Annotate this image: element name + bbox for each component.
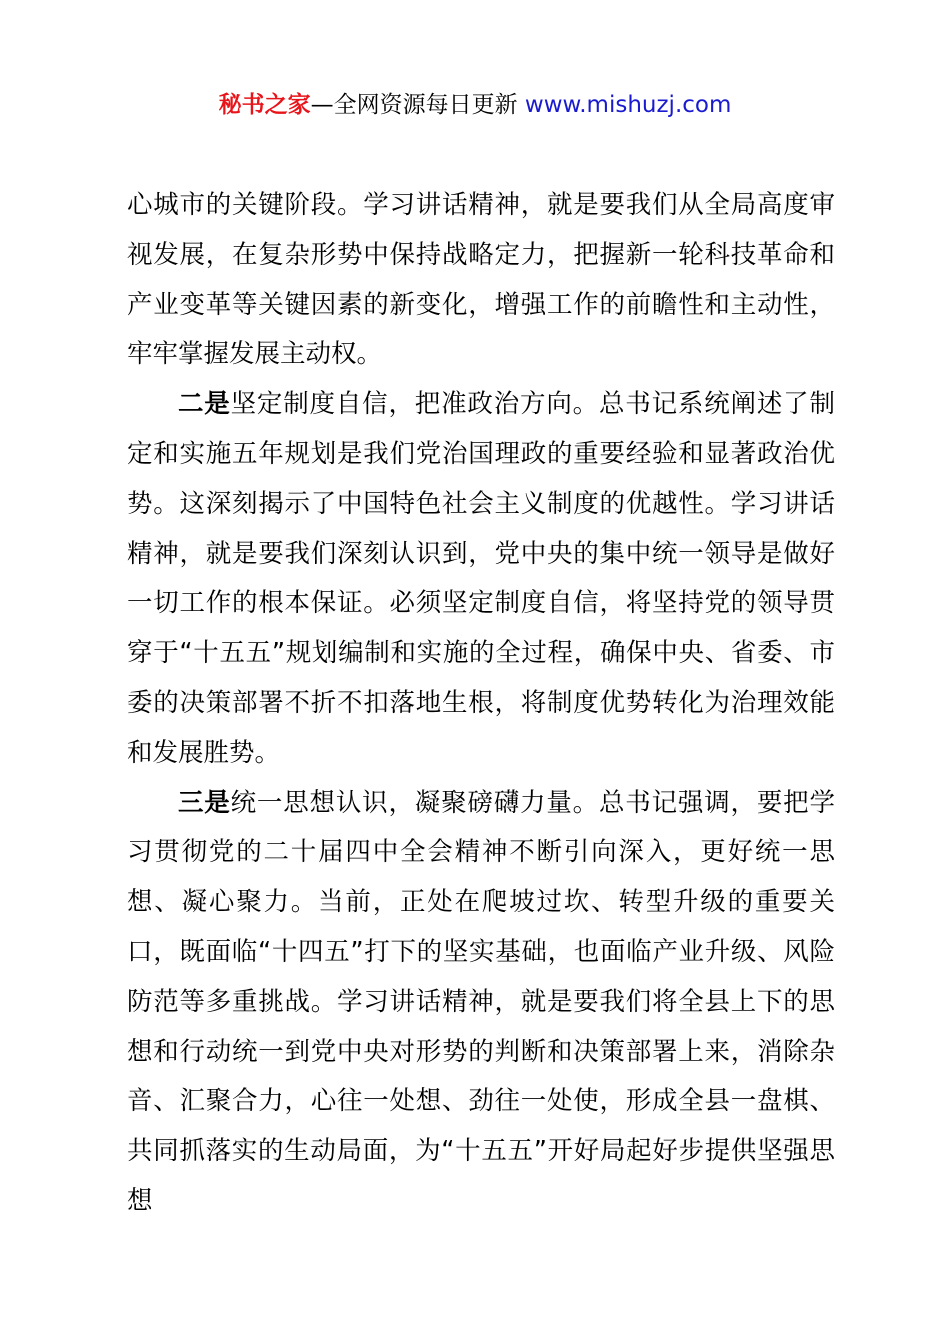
page-header (0, 88, 950, 122)
paragraph-text: 坚定制度自信，把准政治方向。总书记系统阐述了制定和实施五年规划是我们党治国理政的重要经验和显著政治优势。这深刻揭示了中国特色社会主义制度的优越性。学习讲话精神，就是要我们深刻认识到，党中央的集中统一领导是做好一切工作的根本保证。必须坚定制度自信，将坚持党的领导贯穿于“十五五”规划编制和实施的全过程，确保中央、省委、市委的决策部署不折不扣落地生根，将制度优势转化为治理效能和发展胜势。 (127, 389, 835, 768)
site-tagline: —全网资源每日更新 (310, 92, 525, 118)
site-brand: 秘书之家 (218, 92, 311, 118)
paragraph-text: 统一思想认识，凝聚磅礴力量。总书记强调，要把学习贯彻党的二十届四中全会精神不断引向深入，更好统一思想、凝心聚力。当前，正处在爬坡过坎、转型升级的重要关口，既面临“十四五”打下的坚实基础，也面临产业升级、风险防范等多重挑战。学习讲话精神，就是要我们将全县上下的思想和行动统一到党中央对形势的判断和决策部署上来，消除杂音、汇聚合力，心往一处想、劲往一处使，形成全县一盘棋、共同抓落实的生动局面，为“十五五”开好局起好步提供坚强思想 (127, 787, 835, 1216)
document-body (127, 181, 835, 1227)
paragraph-third-point (127, 779, 835, 1227)
paragraph-second-point (127, 380, 835, 778)
paragraph-lead: 二是 (178, 389, 231, 420)
paragraph-continuation (127, 181, 835, 380)
site-url-link[interactable]: www.mishuzj.com (524, 92, 732, 118)
paragraph-text: 心城市的关键阶段。学习讲话精神，就是要我们从全局高度审视发展，在复杂形势中保持战略定力，把握新一轮科技革命和产业变革等关键因素的新变化，增强工作的前瞻性和主动性，牢牢掌握发展主动权。 (127, 190, 835, 370)
paragraph-lead: 三是 (178, 787, 231, 818)
